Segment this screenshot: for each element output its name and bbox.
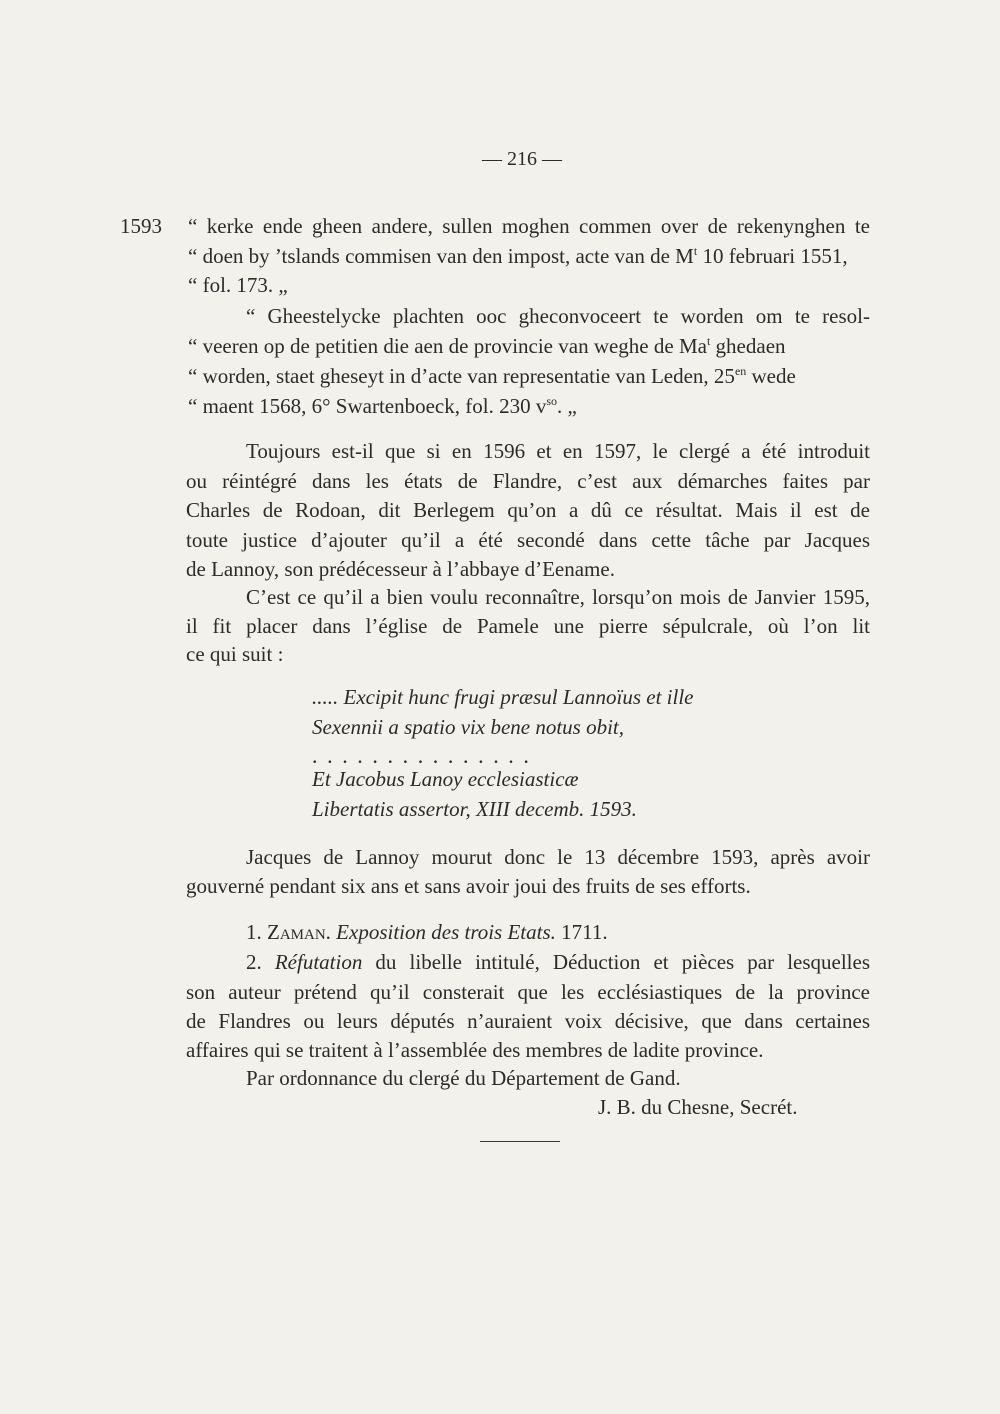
- footnote-2-line: de Flandres ou leurs députés n’auraient voix décisive, que dans certaines: [186, 1009, 870, 1033]
- paragraph-line: Jacques de Lannoy mourut donc le 13 décembre 1593, après avoir: [246, 845, 870, 869]
- footnote-2-line: 2. Réfutation du libelle intitulé, Déduction et pièces par lesquelles: [246, 950, 870, 974]
- paragraph-line: C’est ce qu’il a bien voulu reconnaître, lorsqu’on mois de Janvier 1595,: [246, 585, 870, 609]
- footnote-2-line: affaires qui se traitent à l’assemblée des membres de ladite province.: [186, 1038, 764, 1062]
- quote-line: “ doen by ’tslands commisen van den impost, acte van de $M^t$ 10 februari 1551,: [188, 244, 848, 268]
- footnote-title: Exposition des trois Etats.: [336, 920, 556, 944]
- paragraph-line: Charles de Rodoan, dit Berlegem qu’on a dû ce résultat. Mais il est de: [186, 498, 870, 522]
- quote-line: “ veeren op de petitien die aen de provincie van weghe de Ma$^t$ ghedaen: [188, 334, 786, 358]
- paragraph-line: ou réintégré dans les états de Flandre, c’est aux démarches faites par: [186, 469, 870, 493]
- footnote-2-line: Par ordonnance du clergé du Département de Gand.: [246, 1066, 681, 1090]
- footnote-author: Zaman.: [267, 920, 331, 944]
- epitaph-line: ..... Excipit hunc frugi præsul Lannoïus et ille: [312, 685, 694, 709]
- paragraph-line: ce qui suit :: [186, 642, 284, 666]
- epitaph-ellipsis: ...............: [312, 743, 539, 768]
- footnote-2-line: son auteur prétend qu’il consterait que les ecclésiastiques de la province: [186, 980, 870, 1004]
- epitaph-line: Et Jacobus Lanoy ecclesiasticæ: [312, 767, 579, 791]
- epitaph-line: Libertatis assertor, XIII decemb. 1593.: [312, 797, 637, 821]
- paragraph-line: toute justice d’ajouter qu’il a été secondé dans cette tâche par Jacques: [186, 528, 870, 552]
- quote-line: “ kerke ende gheen andere, sullen moghen commen over de rekenynghen te: [188, 214, 870, 238]
- page-number: — 216 —: [482, 148, 562, 170]
- paragraph-line: gouverné pendant six ans et sans avoir joui des fruits de ses efforts.: [186, 874, 751, 898]
- paragraph-line: Toujours est-il que si en 1596 et en 1597, le clergé a été introduit: [246, 439, 870, 463]
- footnote-1: 1. Zaman. Exposition des trois Etats. 1711.: [246, 920, 608, 944]
- paragraph-line: de Lannoy, son prédécesseur à l’abbaye d’Eename.: [186, 557, 615, 581]
- margin-year: 1593: [120, 214, 162, 238]
- closing-rule: [480, 1141, 560, 1142]
- quote-line: “ worden, staet gheseyt in d’acte van representatie van Leden, $25^{en}$ wede: [188, 364, 796, 388]
- quote-line: “ Gheestelycke plachten ooc gheconvoceert te worden om te resol-: [246, 304, 870, 328]
- quote-line: “ fol. 173. „: [188, 273, 288, 297]
- epitaph-line: Sexennii a spatio vix bene notus obit,: [312, 715, 625, 739]
- signature: J. B. du Chesne, Secrét.: [598, 1095, 798, 1119]
- quote-line: “ maent 1568, 6° Swartenboeck, fol. 230 $v^{so}$. „: [188, 394, 577, 418]
- paragraph-line: il fit placer dans l’église de Pamele une pierre sépulcrale, où l’on lit: [186, 614, 870, 638]
